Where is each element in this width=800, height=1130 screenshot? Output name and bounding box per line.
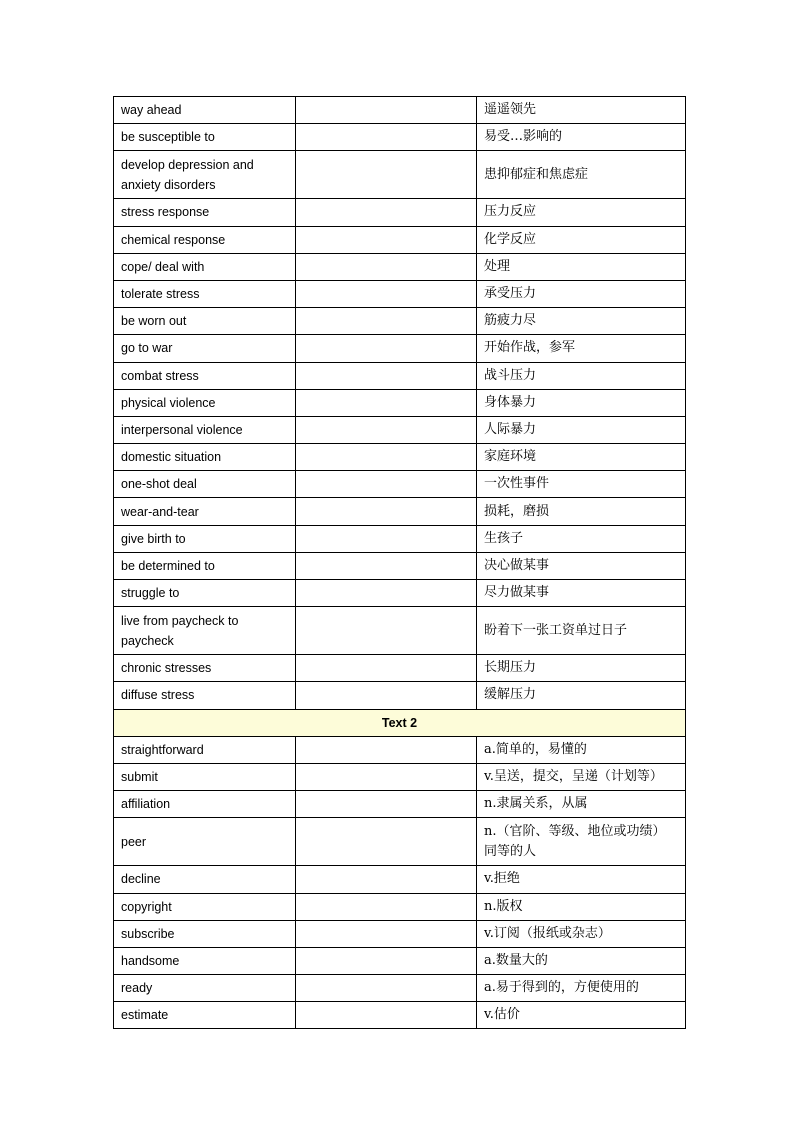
meaning-cell: v.拒绝 [477,866,686,893]
meaning-cell: 患抑郁症和焦虑症 [477,151,686,199]
term-cell: straightforward [114,736,296,763]
notes-cell [296,124,477,151]
meaning-cell: 尽力做某事 [477,580,686,607]
table-row [114,866,686,893]
term-cell: domestic situation [114,444,296,471]
notes-cell [296,389,477,416]
term-cell: diffuse stress [114,682,296,709]
meaning-cell: n.隶属关系，从属 [477,791,686,818]
term-cell: develop depression and anxiety disorders [114,151,296,199]
table-row [114,199,686,226]
table-row [114,763,686,790]
notes-cell [296,308,477,335]
vocabulary-table-body [114,97,686,1029]
notes-cell [296,866,477,893]
term-cell: live from paycheck to paycheck [114,607,296,655]
meaning-cell: 承受压力 [477,280,686,307]
table-row [114,416,686,443]
notes-cell [296,1002,477,1029]
term-cell: ready [114,975,296,1002]
meaning-cell: 战斗压力 [477,362,686,389]
table-row [114,818,686,866]
notes-cell [296,682,477,709]
term-cell: combat stress [114,362,296,389]
notes-cell [296,525,477,552]
notes-cell [296,947,477,974]
term-cell: physical violence [114,389,296,416]
table-row [114,947,686,974]
notes-cell [296,655,477,682]
notes-cell [296,280,477,307]
meaning-cell: 筋疲力尽 [477,308,686,335]
term-cell: struggle to [114,580,296,607]
table-row [114,893,686,920]
table-row [114,151,686,199]
notes-cell [296,151,477,199]
notes-cell [296,763,477,790]
table-row [114,655,686,682]
table-row [114,1002,686,1029]
table-row [114,920,686,947]
meaning-cell: v.估价 [477,1002,686,1029]
table-row [114,389,686,416]
table-row [114,525,686,552]
notes-cell [296,253,477,280]
table-row [114,791,686,818]
notes-cell [296,226,477,253]
meaning-cell: n.版权 [477,893,686,920]
table-row [114,362,686,389]
meaning-cell: 压力反应 [477,199,686,226]
meaning-cell: 一次性事件 [477,471,686,498]
section-heading: Text 2 [114,709,686,736]
term-cell: submit [114,763,296,790]
term-cell: tolerate stress [114,280,296,307]
term-cell: stress response [114,199,296,226]
notes-cell [296,920,477,947]
table-row [114,226,686,253]
term-cell: decline [114,866,296,893]
notes-cell [296,335,477,362]
meaning-cell: v.呈送，提交，呈递（计划等） [477,763,686,790]
notes-cell [296,607,477,655]
term-cell: go to war [114,335,296,362]
meaning-cell: 损耗，磨损 [477,498,686,525]
meaning-cell: 人际暴力 [477,416,686,443]
meaning-cell: 处理 [477,253,686,280]
meaning-cell: 决心做某事 [477,552,686,579]
term-cell: interpersonal violence [114,416,296,443]
meaning-cell: 身体暴力 [477,389,686,416]
notes-cell [296,893,477,920]
meaning-cell: a.易于得到的，方便使用的 [477,975,686,1002]
notes-cell [296,97,477,124]
table-row [114,471,686,498]
meaning-cell: 盼着下一张工资单过日子 [477,607,686,655]
term-cell: chronic stresses [114,655,296,682]
meaning-cell: 家庭环境 [477,444,686,471]
meaning-cell: 长期压力 [477,655,686,682]
notes-cell [296,736,477,763]
meaning-cell: n.（官阶、等级、地位或功绩）同等的人 [477,818,686,866]
table-row [114,607,686,655]
term-cell: cope/ deal with [114,253,296,280]
notes-cell [296,471,477,498]
term-cell: subscribe [114,920,296,947]
term-cell: handsome [114,947,296,974]
notes-cell [296,818,477,866]
table-row [114,280,686,307]
term-cell: one-shot deal [114,471,296,498]
table-row [114,975,686,1002]
table-row [114,682,686,709]
notes-cell [296,444,477,471]
table-row [114,308,686,335]
notes-cell [296,416,477,443]
notes-cell [296,199,477,226]
vocabulary-table [113,96,686,1029]
meaning-cell: 易受…影响的 [477,124,686,151]
term-cell: give birth to [114,525,296,552]
notes-cell [296,552,477,579]
table-row [114,498,686,525]
table-row [114,335,686,362]
term-cell: copyright [114,893,296,920]
notes-cell [296,791,477,818]
section-heading-row [114,709,686,736]
table-row [114,97,686,124]
term-cell: way ahead [114,97,296,124]
meaning-cell: 缓解压力 [477,682,686,709]
term-cell: estimate [114,1002,296,1029]
term-cell: wear-and-tear [114,498,296,525]
notes-cell [296,498,477,525]
notes-cell [296,362,477,389]
table-row [114,253,686,280]
table-row [114,124,686,151]
table-row [114,580,686,607]
meaning-cell: 遥遥领先 [477,97,686,124]
term-cell: be susceptible to [114,124,296,151]
term-cell: be worn out [114,308,296,335]
meaning-cell: 生孩子 [477,525,686,552]
term-cell: be determined to [114,552,296,579]
term-cell: affiliation [114,791,296,818]
meaning-cell: 开始作战，参军 [477,335,686,362]
meaning-cell: a.简单的，易懂的 [477,736,686,763]
term-cell: peer [114,818,296,866]
table-row [114,444,686,471]
table-row [114,736,686,763]
table-row [114,552,686,579]
meaning-cell: a.数量大的 [477,947,686,974]
term-cell: chemical response [114,226,296,253]
notes-cell [296,580,477,607]
meaning-cell: 化学反应 [477,226,686,253]
notes-cell [296,975,477,1002]
meaning-cell: v.订阅（报纸或杂志） [477,920,686,947]
